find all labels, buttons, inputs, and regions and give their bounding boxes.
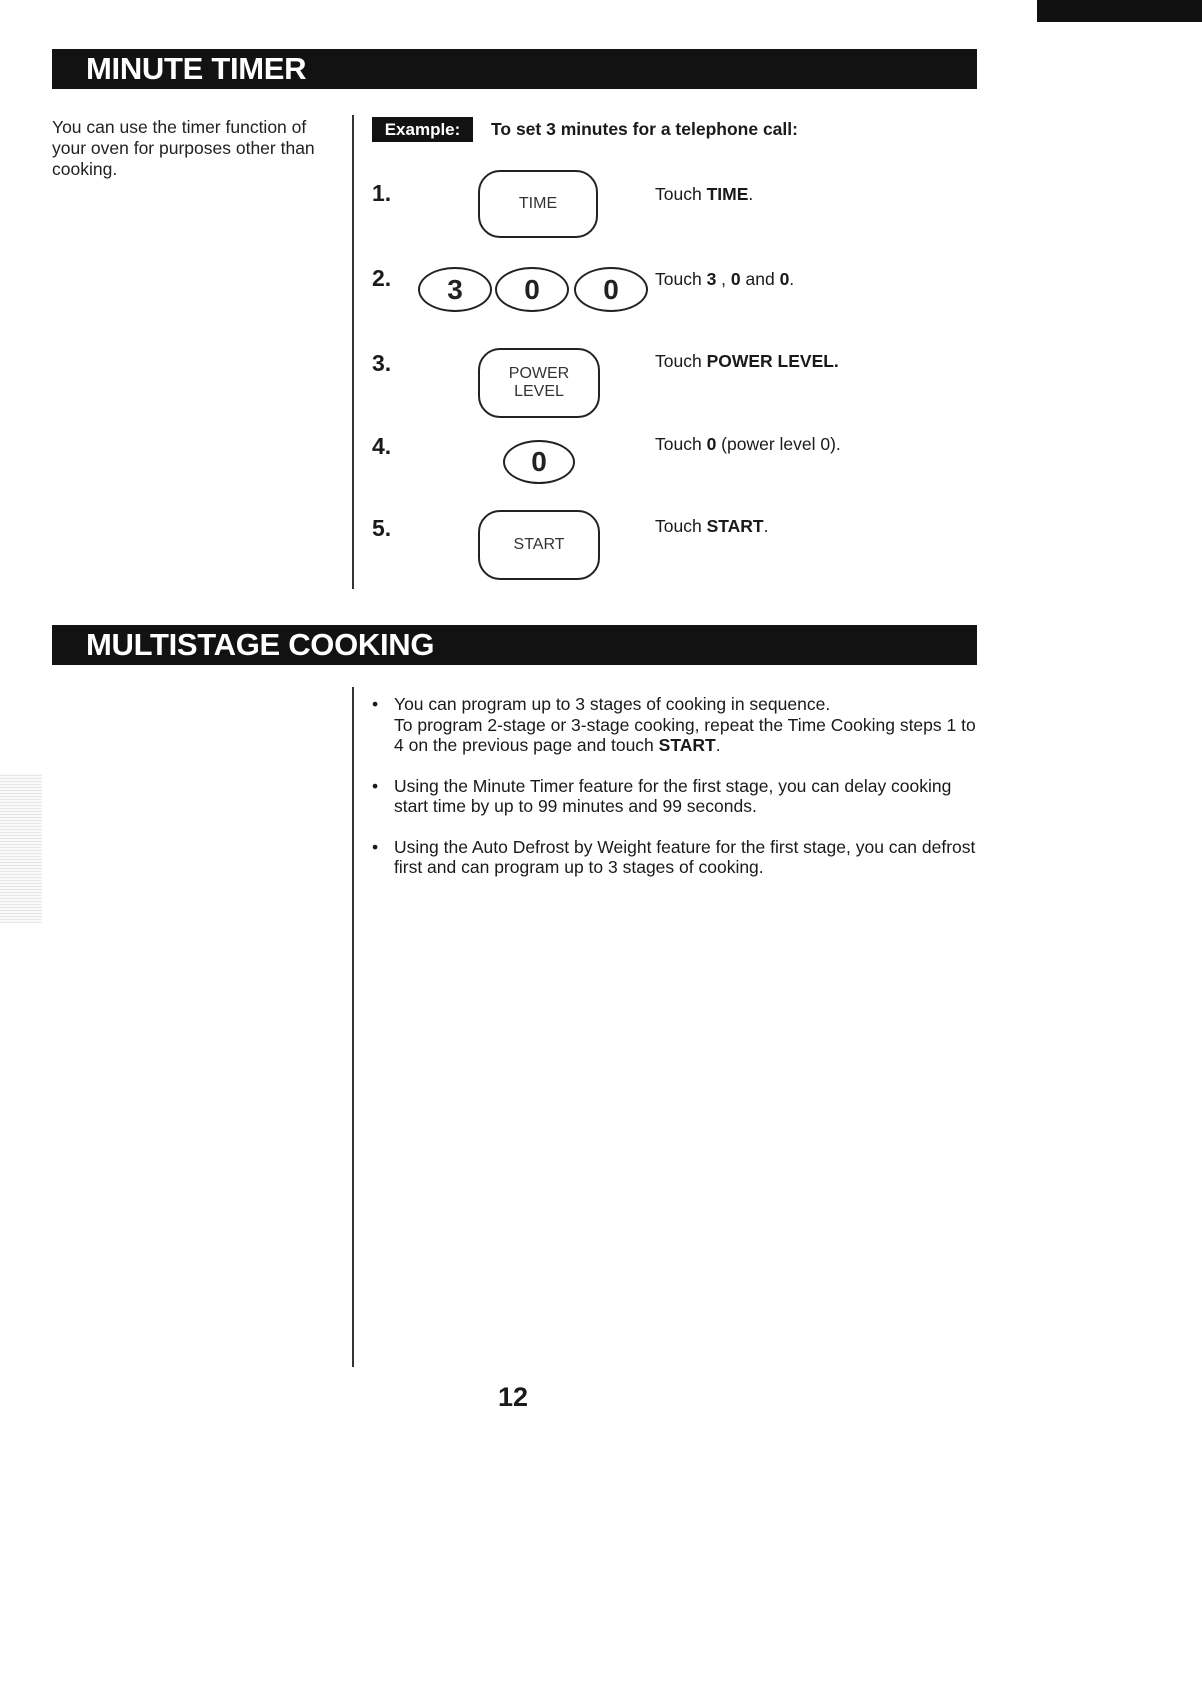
power-level-key-label-2: LEVEL <box>514 383 564 400</box>
step-desc-5 <box>655 515 768 537</box>
bullet-1-line2 <box>394 715 982 756</box>
digit-key-0: 0 <box>495 267 569 312</box>
power-level-key-label-1: POWER <box>508 365 570 382</box>
bullet-1-bold: START <box>658 735 716 755</box>
column-divider <box>352 687 354 1367</box>
step-desc-1 <box>655 183 753 205</box>
multistage-bullet-list <box>372 694 982 898</box>
step-desc-1-post: . <box>748 184 754 204</box>
step-desc-2-post: . <box>789 269 795 289</box>
step-desc-5-post: . <box>763 516 769 536</box>
page-number: 12 <box>498 1382 529 1412</box>
step-desc-3 <box>655 350 839 372</box>
step-desc-1-pre: Touch <box>655 184 707 204</box>
bullet-1-post: . <box>715 735 721 755</box>
step-desc-2-bold2: 0 <box>730 269 741 289</box>
list-item <box>372 837 982 878</box>
step-desc-2-mid2: and <box>740 269 780 289</box>
step-desc-2-bold3: 0 <box>779 269 790 289</box>
bullet-dot: • <box>372 836 379 857</box>
minute-timer-heading: MINUTE TIMER <box>52 49 977 89</box>
step-desc-4-bold: 0 <box>706 434 717 454</box>
digit-key-0: 0 <box>574 267 648 312</box>
bullet-dot: • <box>372 775 379 796</box>
bullet-2-text: Using the Minute Timer feature for the first stage, you can delay cooking start time by up to 99 minutes and 99 seconds. <box>394 775 952 816</box>
bullet-3-text: Using the Auto Defrost by Weight feature for the first stage, you can defrost first and can program up to 3 stages of cooking. <box>394 836 976 877</box>
time-key-label: TIME <box>518 195 558 212</box>
bullet-dot: • <box>372 694 379 714</box>
step-desc-4-pre: Touch <box>655 434 707 454</box>
step-number-1: 1. <box>372 180 392 206</box>
start-key <box>478 510 600 580</box>
example-badge: Example: <box>372 117 473 142</box>
step-desc-5-pre: Touch <box>655 516 707 536</box>
step-desc-2-bold: 3 <box>706 269 717 289</box>
step-desc-1-bold: TIME <box>706 184 749 204</box>
digit-key-3: 3 <box>418 267 492 312</box>
step-desc-5-bold: START <box>706 516 764 536</box>
step-number-5: 5. <box>372 515 392 541</box>
list-item <box>372 694 982 756</box>
example-text: To set 3 minutes for a telephone call: <box>491 119 798 139</box>
step-desc-3-bold: POWER LEVEL. <box>706 351 839 371</box>
step-number-4: 4. <box>372 433 392 459</box>
step-desc-3-pre: Touch <box>655 351 707 371</box>
multistage-cooking-heading: MULTISTAGE COOKING <box>52 625 977 665</box>
bullet-1-line1: You can program up to 3 stages of cooking in sequence. <box>394 694 831 714</box>
time-key <box>478 170 598 238</box>
step-desc-4 <box>655 433 841 455</box>
column-divider <box>352 115 354 589</box>
step-desc-2-pre: Touch <box>655 269 707 289</box>
list-item <box>372 776 982 817</box>
step-desc-2-mid1: , <box>716 269 731 289</box>
step-number-3: 3. <box>372 350 392 376</box>
digit-key-0: 0 <box>503 440 575 484</box>
margin-shading <box>0 773 42 923</box>
corner-tab-marker <box>1037 0 1202 22</box>
step-desc-4-post: (power level 0). <box>716 434 841 454</box>
power-level-key <box>478 348 600 418</box>
start-key-label: START <box>513 536 565 553</box>
step-desc-2 <box>655 268 794 290</box>
step-number-2: 2. <box>372 265 392 291</box>
minute-timer-intro: You can use the timer function of your oven for purposes other than cooking. <box>52 117 315 179</box>
bullet-1-line2-text: To program 2-stage or 3-stage cooking, repeat the Time Cooking steps 1 to 4 on the previous page and touch <box>394 714 976 755</box>
